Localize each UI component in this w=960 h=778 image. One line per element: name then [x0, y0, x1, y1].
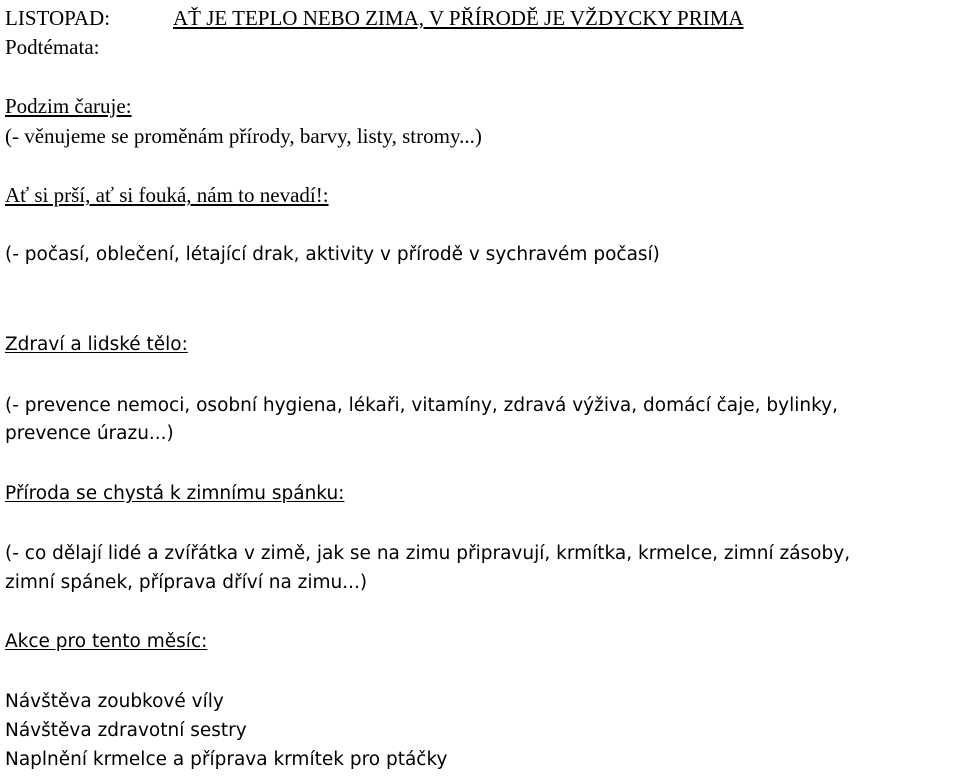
month-theme: AŤ JE TEPLO NEBO ZIMA, V PŘÍRODĚ JE VŽDYCKY PRIMA — [173, 6, 744, 30]
action-item: Naplnění krmelce a příprava krmítek pro ptáčky — [5, 749, 448, 770]
action-item: Návštěva zdravotní sestry — [5, 720, 247, 741]
topic-2-title: Ať si prší, ať si fouká, nám to nevadí!: — [5, 183, 329, 207]
topic-3-title: Zdraví a lidské tělo: — [5, 334, 188, 355]
actions-title: Akce pro tento měsíc: — [5, 631, 208, 652]
action-item: Návštěva zoubkové víly — [5, 691, 224, 712]
topic-4-description-line-1: (- co dělají lidé a zvířátka v zimě, jak se na zimu připravují, krmítka, krmelce, zimní zásoby, — [5, 543, 851, 564]
topic-4-title: Příroda se chystá k zimnímu spánku: — [5, 483, 345, 504]
topic-1-description: (- věnujeme se proměnám přírody, barvy, listy, stromy...) — [5, 124, 482, 148]
topic-2-description: (- počasí, oblečení, létající drak, aktivity v přírodě v sychravém počasí) — [5, 244, 660, 265]
topic-1-title: Podzim čaruje: — [5, 94, 132, 118]
subtopics-label: Podtémata: — [5, 35, 100, 59]
topic-3-description-line-2: prevence úrazu...) — [5, 423, 174, 444]
month-label: LISTOPAD: — [5, 6, 111, 30]
page-title — [5, 4, 744, 32]
topic-4-description-line-2: zimní spánek, příprava dříví na zimu...) — [5, 572, 368, 593]
topic-3-description-line-1: (- prevence nemoci, osobní hygiena, lékaři, vitamíny, zdravá výživa, domácí čaje, bylinky, — [5, 395, 838, 416]
